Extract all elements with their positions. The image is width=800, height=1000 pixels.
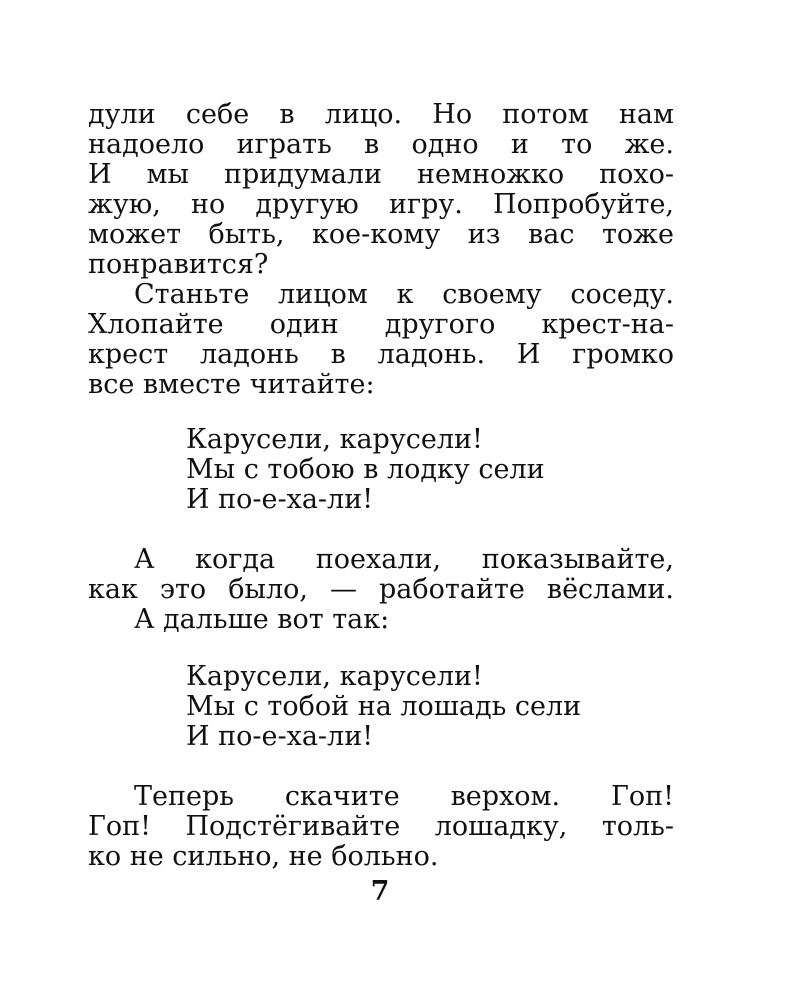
text-line: все вместе читайте: — [88, 369, 375, 400]
page-number: 7 — [370, 876, 390, 907]
text-line: жую, но другую игру. Попробуйте, — [88, 189, 674, 220]
text-line: крест ладонь в ладонь. И громко — [88, 339, 674, 370]
verse-line: И по-е-ха-ли! — [186, 721, 374, 752]
verse-line: Карусели, карусели! — [186, 424, 483, 455]
verse-line: Мы с тобою в лодку сели — [186, 454, 545, 485]
text-line: А когда поехали, показывайте, — [134, 544, 674, 575]
verse-line: Мы с тобой на лошадь сели — [186, 691, 582, 722]
text-line: как это было, — работайте вёслами. — [88, 574, 674, 605]
text-line: надоело играть в одно и то же. — [88, 129, 674, 160]
text-line: ко не сильно, не больно. — [88, 841, 439, 872]
text-line: Станьте лицом к своему соседу. — [134, 279, 674, 310]
text-line: может быть, кое-кому из вас тоже — [88, 219, 674, 250]
verse-line: Карусели, карусели! — [186, 661, 483, 692]
text-line: понравится? — [88, 249, 269, 280]
text-line: А дальше вот так: — [134, 604, 390, 635]
text-line: Гоп! Подстёгивайте лошадку, толь- — [88, 811, 674, 842]
verse-line: И по-е-ха-ли! — [186, 484, 374, 515]
text-line: И мы придумали немножко похо- — [88, 159, 674, 190]
text-line: Теперь скачите верхом. Гоп! — [134, 781, 674, 812]
text-line: дули себе в лицо. Но потом нам — [88, 99, 674, 130]
text-line: Хлопайте один другого крест-на- — [88, 309, 674, 340]
